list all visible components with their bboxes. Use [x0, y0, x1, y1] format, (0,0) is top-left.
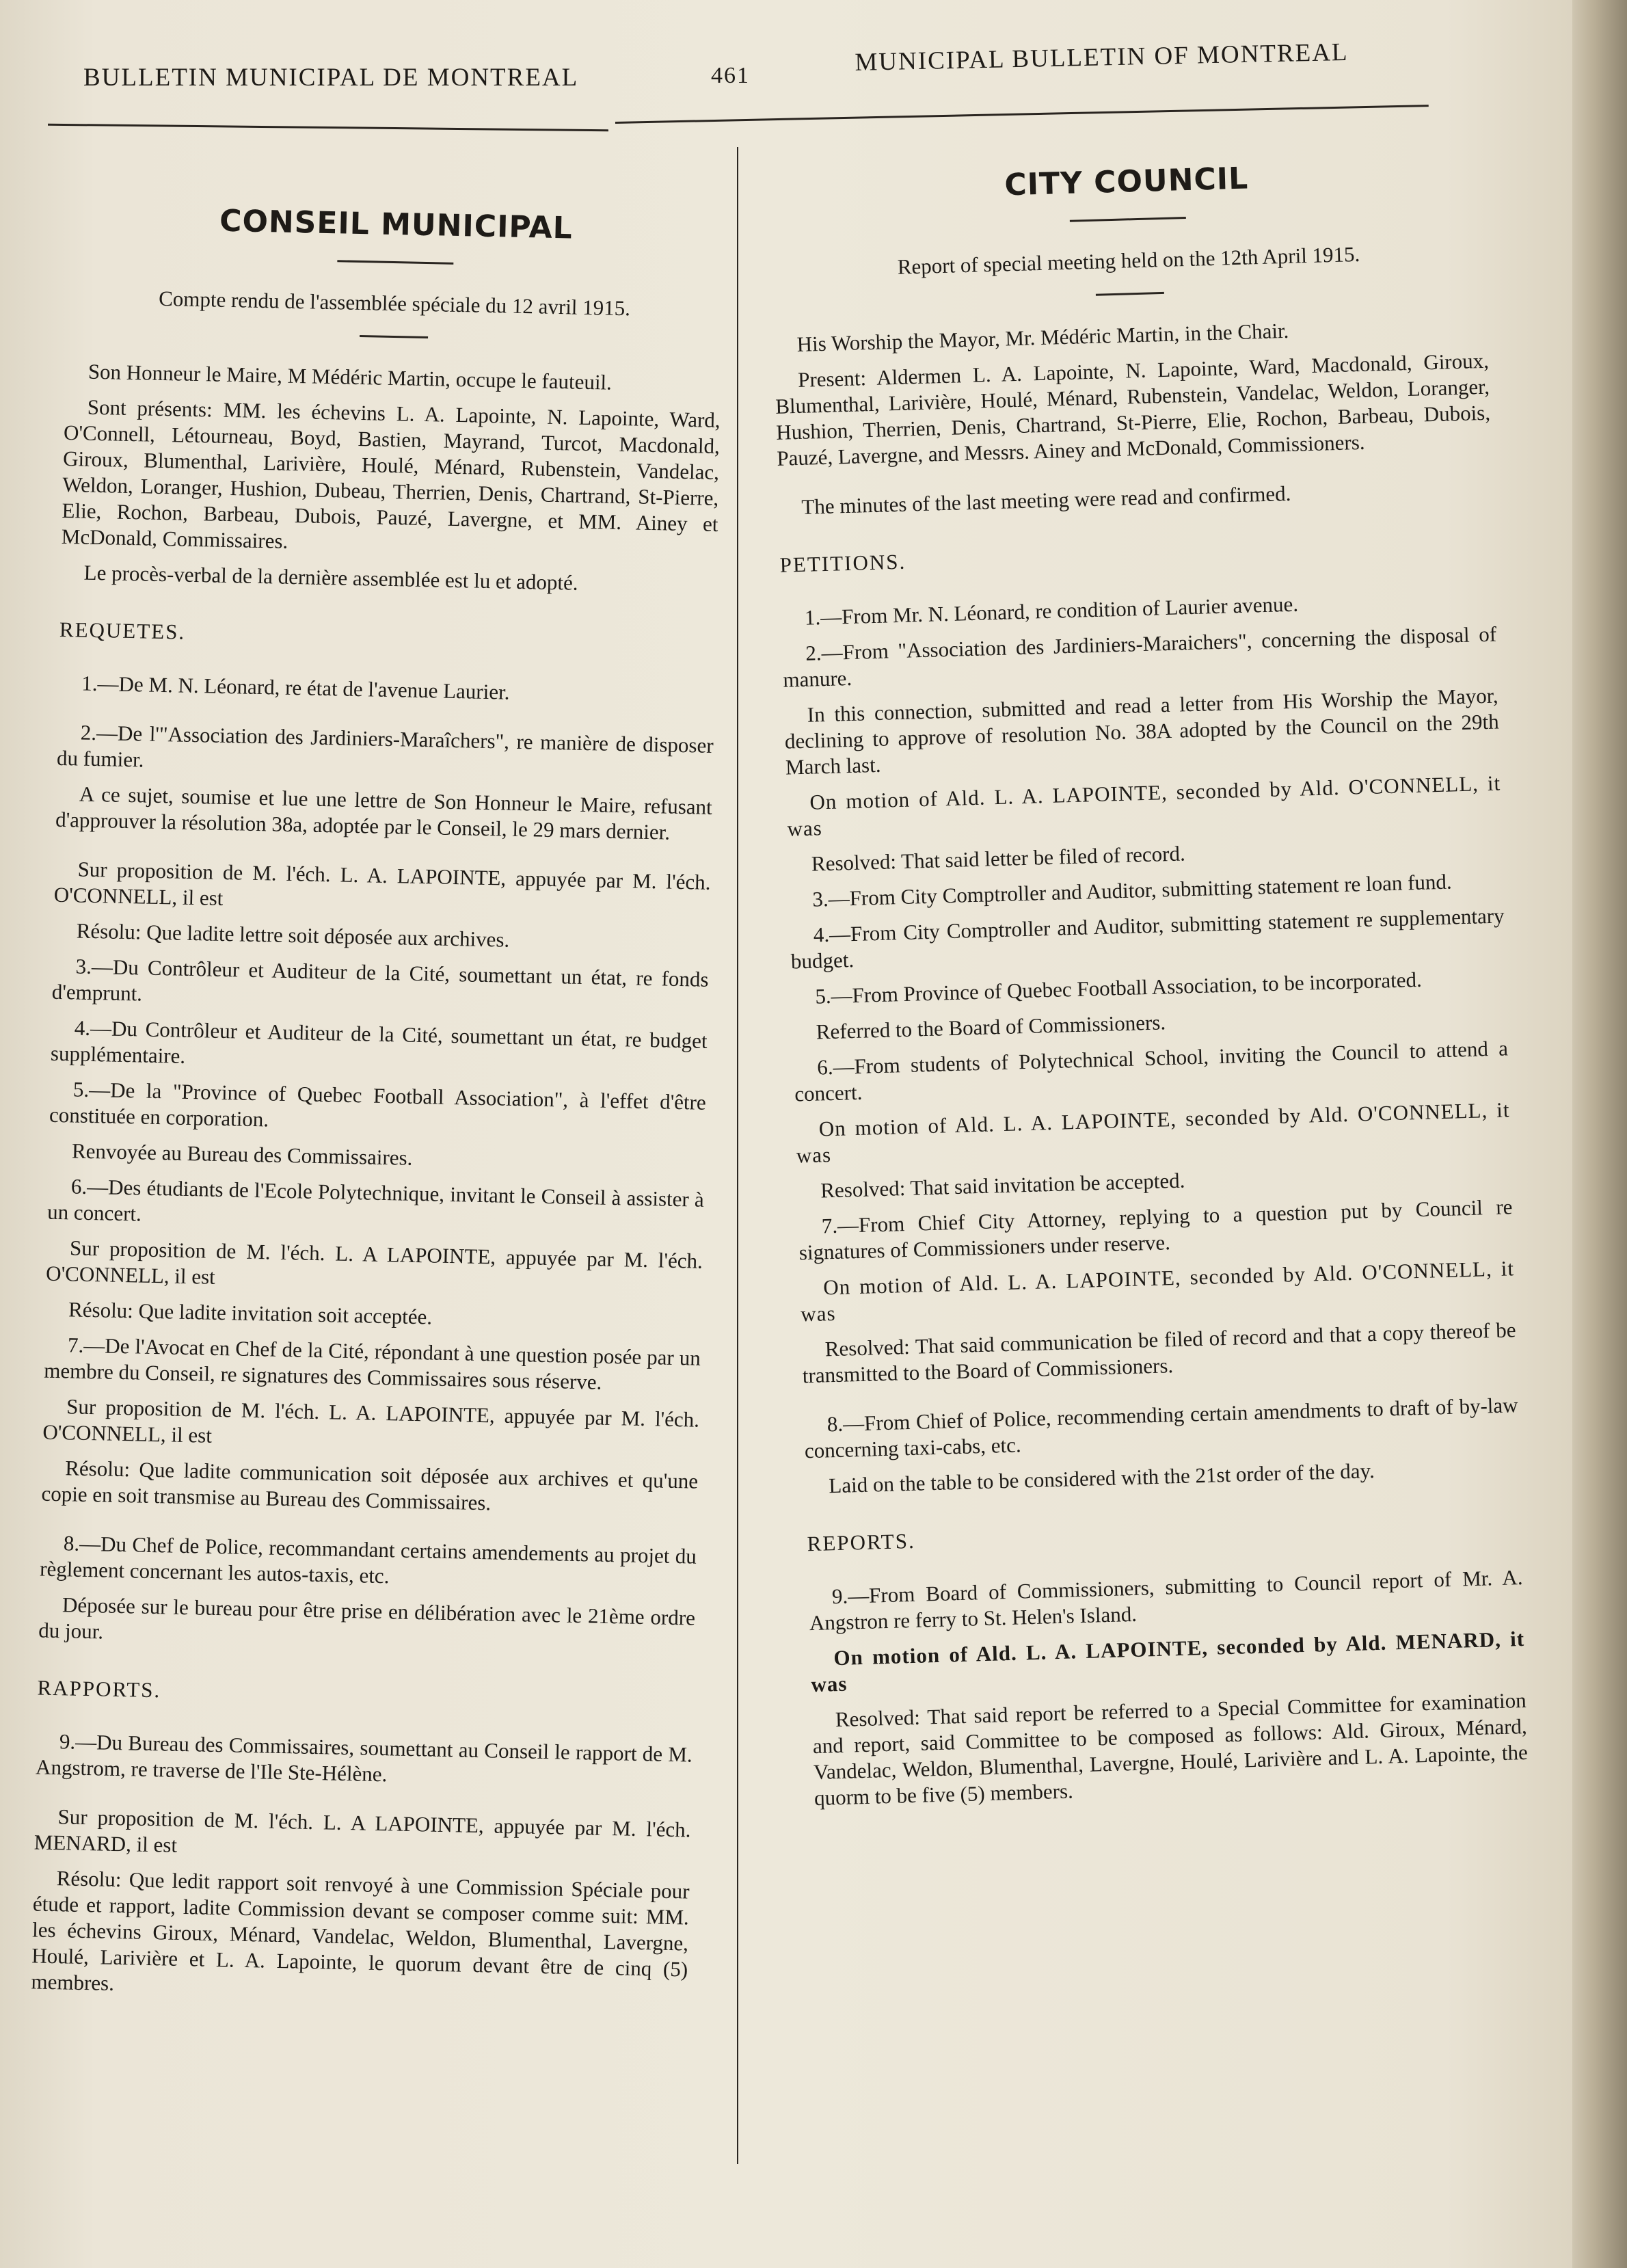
- french-column: [31, 205, 725, 2018]
- french-item-3: 3.—Du Contrôleur et Auditeur de la Cité, soumettant un état, re fonds d'emprunt.: [51, 954, 709, 1006]
- header-rule-left: [48, 124, 608, 132]
- french-item-9: 9.—Du Bureau des Commissaires, soumettant au Conseil le rapport de M. Angstrom, re traverse de l'Ile Ste-Hélène.: [35, 1729, 693, 1787]
- header-rule-right: [615, 105, 1429, 124]
- english-motion: On motion of Ald. L. A. LAPOINTE, seconded by Ald. O'CONNELL, it was: [796, 1097, 1510, 1168]
- french-item-2-letter: A ce sujet, soumise et lue une lettre de Son Honneur le Maire, refusant d'approuver la résolution 38a, adoptée par le Conseil, le 29 mars dernier.: [55, 782, 713, 844]
- french-subtitle: Compte rendu de l'assemblée spéciale du 12 avril 1915.: [158, 286, 631, 321]
- english-motion: On motion of Ald. L. A. LAPOINTE, seconded by Ald. MENARD, it was: [811, 1626, 1525, 1697]
- english-item-2-letter: In this connection, submitted and read a letter from His Worship the Mayor, declining to approve of resolution No. 38A adopted by the Council on the 29th March last.: [784, 683, 1500, 779]
- french-motion: Sur proposition de M. l'éch. L. A. LAPOINTE, appuyée par M. l'éch. O'CONNELL, il est: [42, 1394, 700, 1447]
- english-item-6: 6.—From students of Polytechnical School, inviting the Council to attend a concert.: [794, 1036, 1509, 1106]
- french-intro-minutes: Le procès-verbal de la dernière assemblée est lu et adopté.: [83, 560, 578, 595]
- title-rule: [337, 260, 453, 265]
- english-item-8: 8.—From Chief of Police, recommending certain amendments to draft of by-law concerning taxi-cabs, etc.: [804, 1393, 1518, 1463]
- running-header-english: MUNICIPAL BULLETIN OF MONTREAL: [855, 38, 1349, 77]
- english-item-7: 7.—From Chief City Attorney, replying to a question put by Council re signatures of Commissioners under reserve.: [798, 1195, 1513, 1265]
- french-item-1: 1.—De M. N. Léonard, re état de l'avenue Laurier.: [81, 671, 510, 704]
- column-divider: [737, 147, 738, 2164]
- english-item-4: 4.—From City Comptroller and Auditor, submitting statement re supplementary budget.: [790, 903, 1505, 974]
- subtitle-rule: [360, 335, 428, 338]
- english-intro-minutes: The minutes of the last meeting were read and confirmed.: [801, 481, 1291, 519]
- french-resolution: Résolu: Que ladite invitation soit acceptée.: [68, 1297, 433, 1329]
- english-resolution: Resolved: That said report be referred to a Special Committee for examination and report, said Committee to be composed as follows: Ald. Giroux, Ménard, Vandelac, Weldon, Blumenthal, Lavergne, Houlé, Larivière and L. A. Lapointe, the quorm to be five (5) members.: [812, 1687, 1529, 1811]
- english-item-8-tabled: Laid on the table to be considered with the 21st order of the day.: [828, 1458, 1375, 1498]
- french-resolution: Résolu: Que ledit rapport soit renvoyé à une Commission Spéciale pour étude et rapport, ladite Commission devant se composer comme suit: MM. les échevins Giroux, Ménard, Vandelac, Weldon, Blumenthal, Lavergne, Houlé, Larivière et L. A. Lapointe, le quorum devant être de cinq (5) membres.: [31, 1866, 690, 1995]
- french-item-8-tabled: Déposée sur le bureau pour être prise en délibération avec le 21ème ordre du jour.: [38, 1592, 696, 1644]
- french-item-4: 4.—Du Contrôleur et Auditeur de la Cité, soumettant un état, re budget supplémentaire.: [50, 1015, 708, 1068]
- page-number: 461: [711, 63, 750, 88]
- english-item-1: 1.—From Mr. N. Léonard, re condition of Laurier avenue.: [804, 591, 1299, 630]
- book-binding-edge: [1572, 0, 1627, 2268]
- title-rule: [1069, 217, 1185, 222]
- french-resolution: Résolu: Que ladite communication soit déposée aux archives et qu'une copie en soit transmise au Bureau des Commissaires.: [41, 1456, 699, 1515]
- french-item-7: 7.—De l'Avocat en Chef de la Cité, répondant à une question posée par un membre du Conseil, re signatures des Commissaires sous réserve.: [43, 1333, 701, 1394]
- subtitle-rule: [1095, 292, 1164, 296]
- french-item-2: 2.—De l'"Association des Jardiniers-Maraîchers", re manière de disposer du fumier.: [56, 720, 714, 772]
- english-motion: On motion of Ald. L. A. LAPOINTE, seconded by Ald. O'CONNELL, it was: [787, 771, 1501, 841]
- french-intro-present: Sont présents: MM. les échevins L. A. Lapointe, N. Lapointe, Ward, O'Connell, Létourneau, Boyd, Bastien, Mayrand, Turcot, Macdonald, Giroux, Blumenthal, Larivière, Houlé, Ménard, Rubenstein, Vandelac, Weldon, Loranger, Hushion, Dubeau, Therrien, Denis, Chartrand, St-Pierre, Elie, Rochon, Barbeau, Dubois, Pauzé, Lavergne, et MM. Ainey et McDonald, Commissaires.: [61, 395, 721, 553]
- english-item-5-referral: Referred to the Board of Commissioners.: [816, 1010, 1166, 1044]
- english-column: [769, 159, 1529, 1821]
- french-motion: Sur proposition de M. l'éch. L. A. LAPOINTE, appuyée par M. l'éch. O'CONNELL, il est: [53, 857, 711, 910]
- french-item-8: 8.—Du Chef de Police, recommandant certains amendements au projet du règlement concernant les autos-taxis, etc.: [39, 1531, 697, 1588]
- english-item-9: 9.—From Board of Commissioners, submitting to Council report of Mr. A. Angstron re ferry to St. Helen's Island.: [809, 1565, 1524, 1636]
- english-resolution: Resolved: That said communication be filed of record and that a copy thereof be transmitted to the Board of Commissioners.: [802, 1318, 1516, 1388]
- french-item-5-referral: Renvoyée au Bureau des Commissaires.: [71, 1138, 413, 1170]
- french-motion: Sur proposition de M. l'éch. L. A LAPOINTE, appuyée par M. l'éch. O'CONNELL, il est: [45, 1236, 703, 1289]
- english-item-5: 5.—From Province of Quebec Football Association, to be incorporated.: [814, 967, 1423, 1009]
- french-title: CONSEIL MUNICIPAL: [219, 203, 574, 246]
- english-intro-chair: His Worship the Mayor, Mr. Médéric Martin, in the Chair.: [796, 318, 1289, 356]
- french-rapports-heading: RAPPORTS.: [37, 1675, 161, 1703]
- french-resolution: Résolu: Que ladite lettre soit déposée aux archives.: [76, 918, 510, 952]
- english-petitions-heading: PETITIONS.: [779, 549, 906, 577]
- english-resolution: Resolved: That said letter be filed of record.: [811, 841, 1186, 876]
- french-requetes-heading: REQUETES.: [59, 617, 186, 644]
- french-item-6: 6.—Des étudiants de l'Ecole Polytechnique, invitant le Conseil à assister à un concert.: [46, 1174, 705, 1226]
- english-resolution: Resolved: That said invitation be accepted.: [820, 1168, 1185, 1203]
- running-header-french: BULLETIN MUNICIPAL DE MONTREAL: [83, 64, 579, 92]
- english-subtitle: Report of special meeting held on the 12th April 1915.: [897, 241, 1360, 279]
- french-motion: Sur proposition de M. l'éch. L. A LAPOINTE, appuyée par M. l'éch. MENARD, il est: [33, 1804, 691, 1857]
- english-intro-present: Present: Aldermen L. A. Lapointe, N. Lapointe, Ward, Macdonald, Giroux, Blumenthal, Larivière, Houlé, Ménard, Rubenstein, Vandelac, Weldon, Loranger, Hushion, Therrien, Denis, Chartrand, St-Pierre, Elie, Rochon, Barbeau, Dubois, Pauzé, Lavergne, and Messrs. Ainey and McDonald, Commissioners.: [775, 348, 1491, 470]
- english-item-3: 3.—From City Comptroller and Auditor, submitting statement re loan fund.: [811, 869, 1453, 911]
- english-reports-heading: REPORTS.: [807, 1528, 916, 1556]
- english-item-2: 2.—From "Association des Jardiniers-Maraichers", concerning the disposal of manure.: [782, 622, 1497, 692]
- french-item-5: 5.—De la "Province of Quebec Football Association", à l'effet d'être constituée en corporation.: [49, 1077, 707, 1132]
- english-motion: On motion of Ald. L. A. LAPOINTE, seconded by Ald. O'CONNELL, it was: [800, 1256, 1515, 1326]
- french-intro-chair: Son Honneur le Maire, M Médéric Martin, occupe le fauteuil.: [88, 359, 613, 395]
- english-title: CITY COUNCIL: [1004, 161, 1249, 203]
